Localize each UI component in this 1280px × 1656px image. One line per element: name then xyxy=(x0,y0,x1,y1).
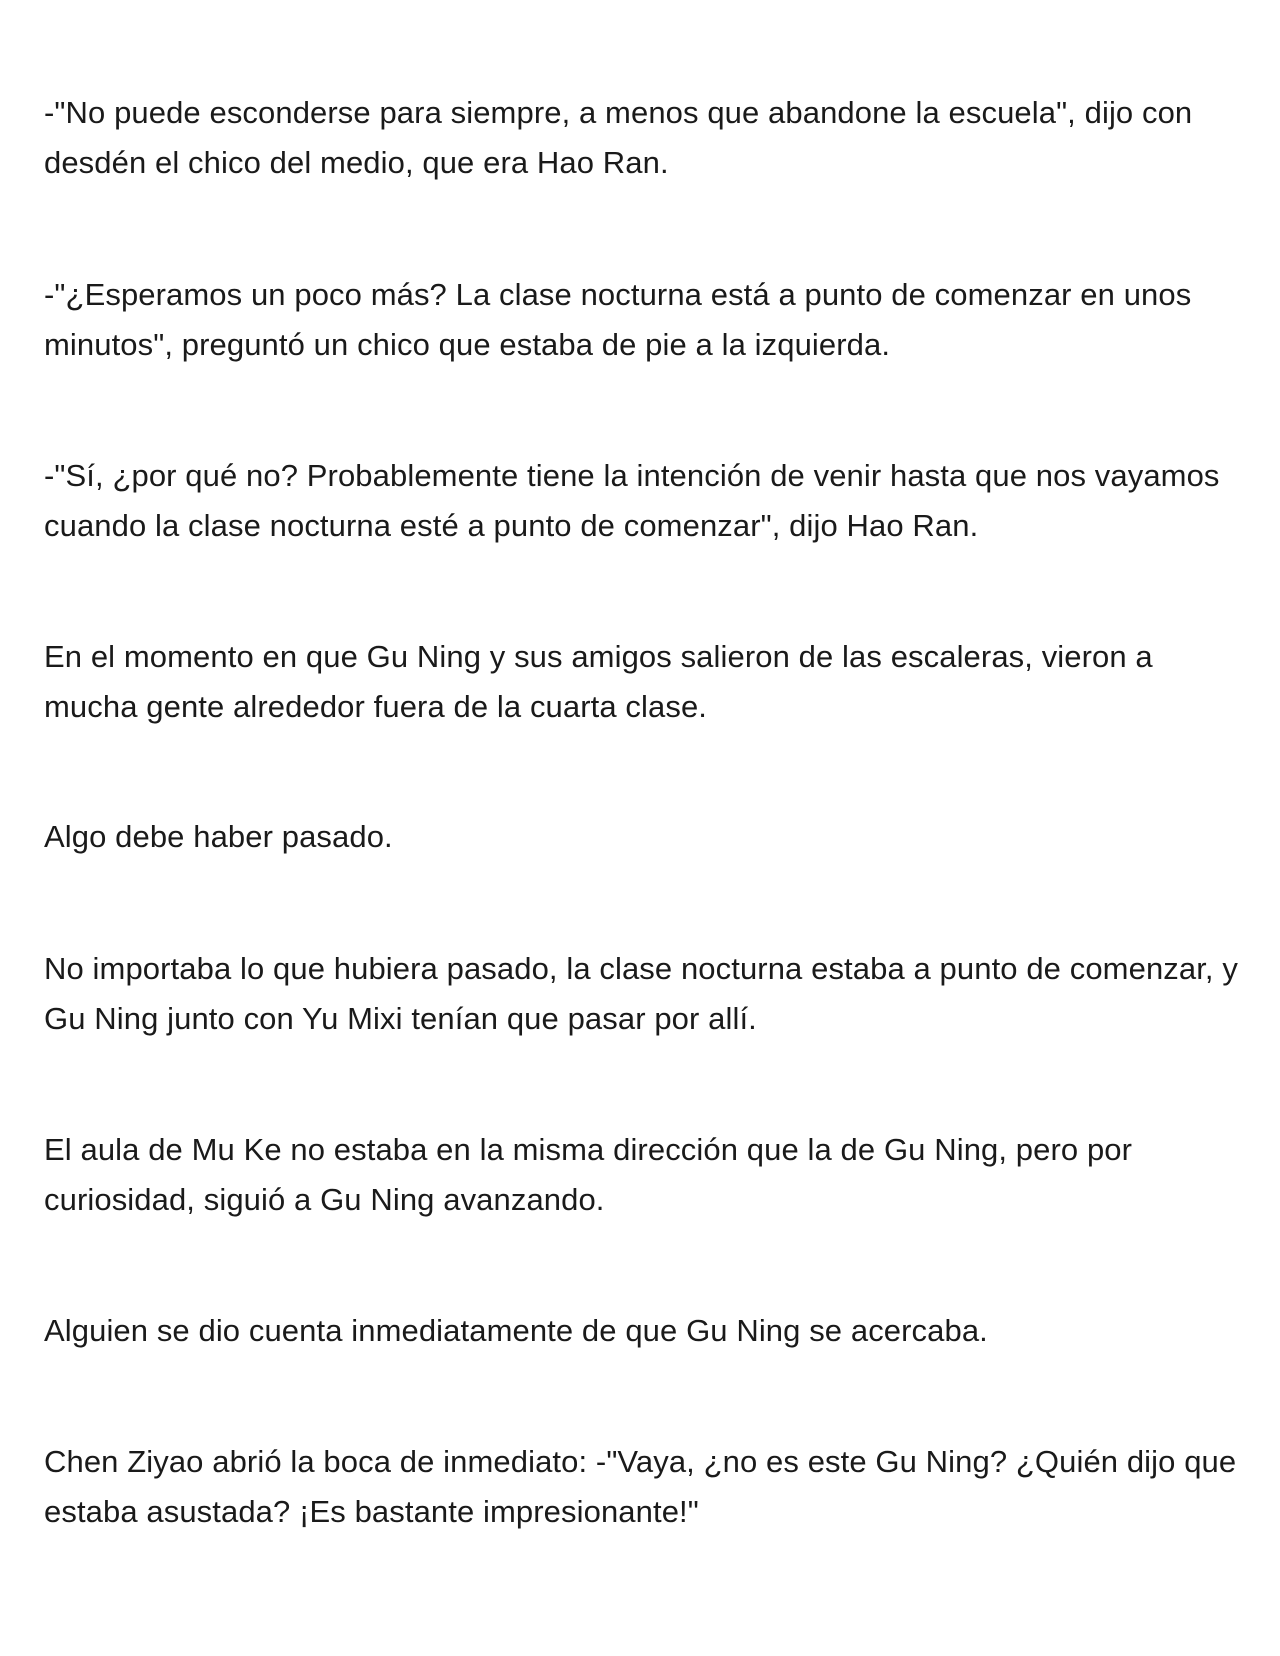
paragraph-2: -"¿Esperamos un poco más? La clase nocturna está a punto de comenzar en unos minutos", preguntó un chico que estaba de pie a la izquierda. xyxy=(44,277,1192,362)
paragraph-5: Algo debe haber pasado. xyxy=(44,819,393,854)
paragraph-1: -"No puede esconderse para siempre, a menos que abandone la escuela", dijo con desdén el chico del medio, que era Hao Ran. xyxy=(44,95,1193,180)
paragraph-3: -"Sí, ¿por qué no? Probablemente tiene la intención de venir hasta que nos vayamos cuando la clase nocturna esté a punto de comenzar", dijo Hao Ran. xyxy=(44,458,1220,543)
paragraph-8: Alguien se dio cuenta inmediatamente de que Gu Ning se acercaba. xyxy=(44,1313,988,1348)
paragraph-9: Chen Ziyao abrió la boca de inmediato: -"Vaya, ¿no es este Gu Ning? ¿Quién dijo que estaba asustada? ¡Es bastante impresionante!" xyxy=(44,1444,1237,1529)
paragraph-4: En el momento en que Gu Ning y sus amigos salieron de las escaleras, vieron a mucha gente alrededor fuera de la cuarta clase. xyxy=(44,639,1153,724)
paragraph-6: No importaba lo que hubiera pasado, la clase nocturna estaba a punto de comenzar, y Gu Ning junto con Yu Mixi tenían que pasar por allí. xyxy=(44,951,1238,1036)
paragraph-7: El aula de Mu Ke no estaba en la misma dirección que la de Gu Ning, pero por curiosidad, siguió a Gu Ning avanzando. xyxy=(44,1132,1133,1217)
